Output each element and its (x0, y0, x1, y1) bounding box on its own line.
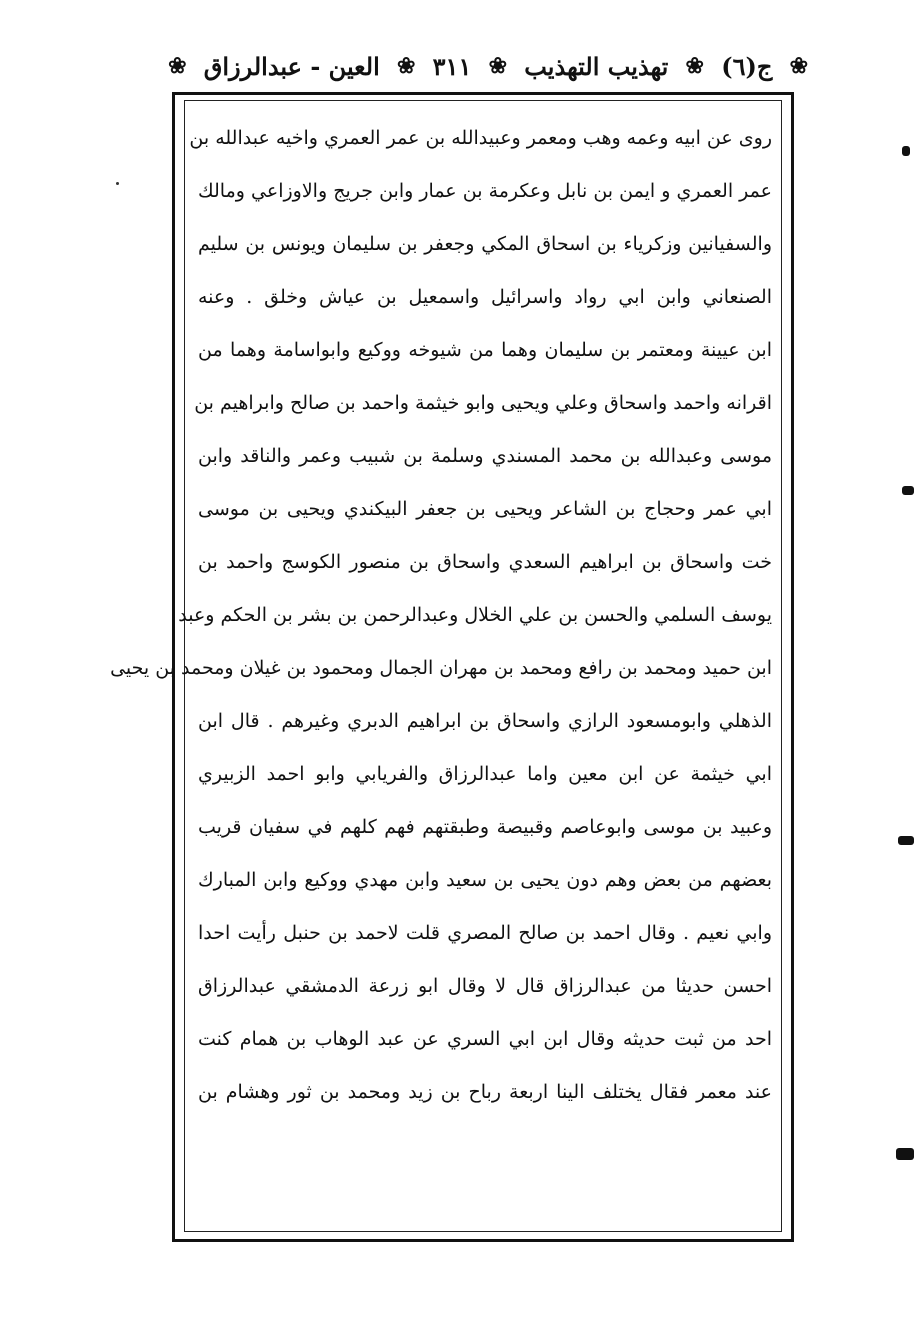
text-line: بعضهم من بعض وهم دون يحيى بن سعيد وابن مهدي ووكيع وابن المبارك (198, 869, 772, 891)
text-line: خت واسحاق بن ابراهيم السعدي واسحاق بن منصور الكوسج واحمد بن (198, 551, 772, 573)
text-line: موسى وعبدالله بن محمد المسندي وسلمة بن شبيب وعمر والناقد وابن (198, 445, 772, 467)
text-line: احسن حديثا من عبدالرزاق قال لا وقال ابو زرعة الدمشقي عبدالرزاق (198, 975, 772, 997)
text-line: ابن عيينة ومعتمر بن سليمان وهما من شيوخه ووكيع وابواسامة وهما من (198, 339, 772, 361)
text-line: والسفيانين وزكرياء بن اسحاق المكي وجعفر بن سليمان ويونس بن سليم (198, 233, 772, 255)
text-line: عمر العمري و ايمن بن نابل وعكرمة بن عمار وابن جريج والاوزاعي ومالك (198, 180, 772, 202)
text-line: الذهلي وابومسعود الرازي واسحاق بن ابراهيم الدبري وغيرهم . قال ابن (198, 710, 772, 732)
header-book-title: تهذيب التهذيب (524, 51, 669, 81)
ornament-icon: ❀ (168, 53, 187, 79)
ornament-icon: ❀ (488, 53, 507, 79)
text-line: اقرانه واحمد واسحاق وعلي ويحيى وابو خيثمة واحمد بن صالح وابراهيم بن (194, 392, 772, 414)
scan-speck (116, 182, 119, 185)
main-text-block (110, 112, 772, 1119)
text-line: عند معمر فقال يختلف الينا اربعة رباح بن زيد ومحمد بن ثور وهشام بن (198, 1081, 772, 1103)
header-section: العين - عبدالرزاق (203, 51, 380, 81)
text-line: روى عن ابيه وعمه وهب ومعمر وعبيدالله بن عمر العمري واخيه عبدالله بن (189, 127, 772, 149)
header-volume: ج(٦) (721, 51, 773, 81)
scan-edge-mark (902, 486, 914, 495)
ornament-icon: ❀ (789, 53, 808, 79)
text-line: وعبيد بن موسى وابوعاصم وقبيصة وطبقتهم فهم كلهم في سفيان قريب (198, 816, 772, 838)
text-line: ابن حميد ومحمد بن رافع ومحمد بن مهران الجمال ومحمود بن غيلان ومحمد بن يحيى (110, 657, 772, 679)
scan-edge-mark (898, 836, 914, 845)
ornament-icon: ❀ (685, 53, 704, 79)
text-line: يوسف السلمي والحسن بن علي الخلال وعبدالرحمن بن بشر بن الحكم وعبد (178, 604, 772, 626)
ornament-icon: ❀ (396, 53, 416, 79)
text-line: ابي خيثمة عن ابن معين واما عبدالرزاق والفريابي وابو احمد الزبيري (198, 763, 772, 785)
text-line: الصنعاني وابن ابي رواد واسرائيل واسمعيل بن عياش وخلق . وعنه (198, 286, 772, 308)
text-line: وابي نعيم . وقال احمد بن صالح المصري قلت لاحمد بن حنبل رأيت احدا (198, 922, 772, 944)
text-line: ابي عمر وحجاج بن الشاعر ويحيى بن جعفر البيكندي ويحيى بن موسى (198, 498, 772, 520)
running-header (168, 40, 808, 92)
scan-edge-mark (896, 1148, 914, 1160)
text-line: احد من ثبت حديثه وقال ابن ابي السري عن عبد الوهاب بن همام كنت (198, 1028, 772, 1050)
header-page-number: ٣١١ (432, 51, 472, 81)
scan-edge-mark (902, 146, 910, 156)
